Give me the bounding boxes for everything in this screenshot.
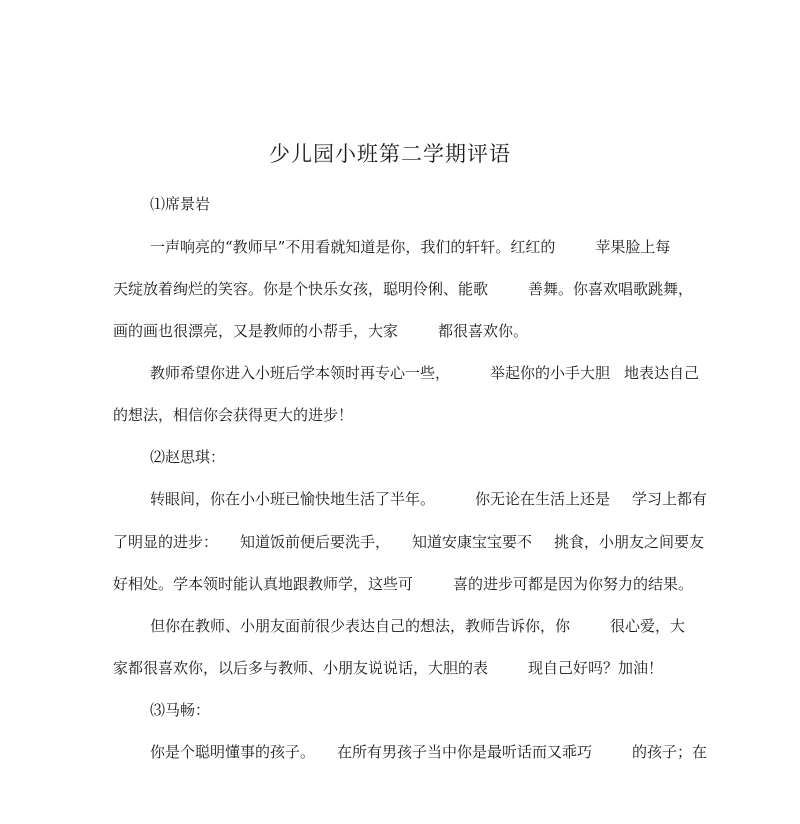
text-run: 的孩子；在 [632, 743, 708, 761]
text-run: 挑食，小朋友之间要友 [554, 533, 705, 551]
text-run: 好相处。学本领时能认真地跟教师学，这些可 [113, 575, 414, 593]
text-run: 地表达自己 [624, 364, 700, 382]
paragraph-line [113, 321, 528, 341]
text-run: 学习上都有 [632, 490, 708, 508]
text-run: 了明显的进步： [113, 533, 219, 551]
text-run: 喜的进步可都是因为你努力的结果。 [453, 575, 694, 593]
text-run: 教师希望你进入小班后学本领时再专心一些， [150, 364, 451, 382]
paragraph-line [113, 574, 693, 594]
text-run: 转眼间，你在小小班已愉快地生活了半年。 [150, 490, 436, 508]
section-heading: ⑴席景岩 [150, 195, 211, 213]
paragraph-line: 的想法，相信你会获得更大的进步！ [113, 406, 354, 424]
text-run: 现自己好吗？加油！ [528, 659, 664, 677]
paragraph-line [150, 742, 707, 762]
document-title: 少儿园小班第二学期评语 [269, 142, 511, 166]
paragraph-line [150, 363, 699, 383]
text-run: 画的画也很漂亮，又是教师的小帮手，大家 [113, 322, 399, 340]
text-run: 天绽放着绚烂的笑容。你是个快乐女孩，聪明伶俐、能歌 [113, 280, 489, 298]
paragraph-line [113, 658, 663, 678]
text-run: 知道安康宝宝要不 [412, 533, 533, 551]
text-run: 你是个聪明懂事的孩子。 [150, 743, 316, 761]
section-heading: ⑵赵思琪： [150, 448, 226, 466]
paragraph-line [113, 279, 693, 299]
text-run: 苹果脸上每 [595, 238, 671, 256]
paragraph-line [150, 489, 707, 509]
paragraph-line [150, 237, 670, 257]
text-run: 一声响亮的“教师早”不用看就知道是你，我们的轩轩。红红的 [150, 238, 556, 256]
text-run: 善舞。你喜欢唱歌跳舞， [528, 280, 694, 298]
text-run: 知道饭前便后要洗手， [240, 533, 391, 551]
paragraph-line [113, 532, 704, 552]
text-run: 在所有男孩子当中你是最听话而又乖巧 [337, 743, 593, 761]
text-run: 家都很喜欢你，以后多与教师、小朋友说说话，大胆的表 [113, 659, 489, 677]
text-run: 但你在教师、小朋友面前很少表达自己的想法，教师告诉你，你 [150, 617, 571, 635]
paragraph-line [150, 616, 685, 636]
section-heading: ⑶马畅： [150, 701, 211, 719]
text-run: 举起你的小手大胆 [490, 364, 611, 382]
text-run: 很心爱，大 [610, 617, 686, 635]
text-run: 你无论在生活上还是 [475, 490, 611, 508]
text-run: 都很喜欢你。 [438, 322, 529, 340]
